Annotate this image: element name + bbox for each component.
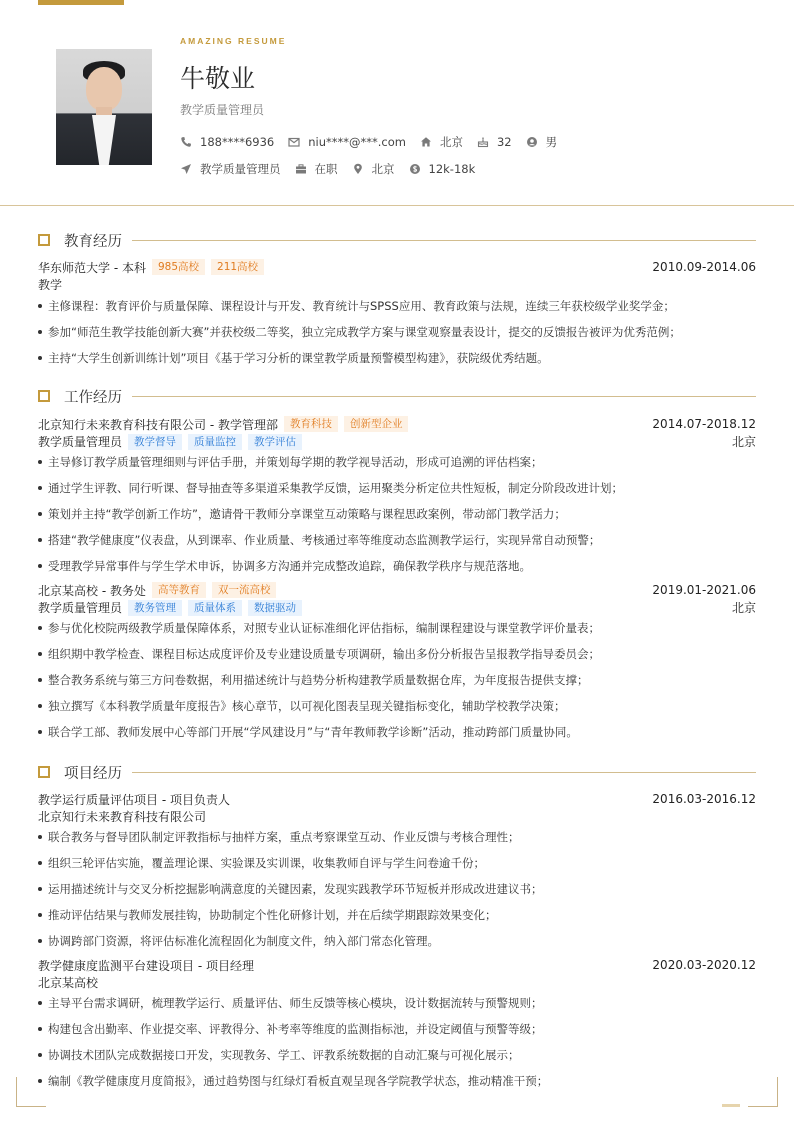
target-city-text: 北京 bbox=[371, 162, 395, 176]
list-item: 构建包含出勤率、作业提交率、评教得分、补考率等维度的监测指标池，并设定阈值与预警等级； bbox=[38, 1020, 756, 1046]
role-tag: 教学评估 bbox=[248, 434, 302, 450]
gender-icon bbox=[526, 136, 538, 148]
job-date: 2019.01-2021.06 bbox=[652, 583, 756, 597]
list-item: 通过学生评教、同行听课、督导抽查等多渠道采集教学反馈，运用聚类分析定位共性短板，制定分阶段改进计划； bbox=[38, 479, 756, 505]
page-corner-mark bbox=[722, 1104, 740, 1107]
gender-text: 男 bbox=[545, 135, 558, 149]
role-tag: 教务管理 bbox=[128, 600, 182, 616]
resume-tagline: AMAZING RESUME bbox=[180, 36, 287, 46]
list-item: 参与优化校院两级教学质量保障体系，对照专业认证标准细化评估指标，编制课程建设与课堂教学评价量表； bbox=[38, 619, 756, 645]
section-divider bbox=[132, 240, 756, 241]
job-role-row bbox=[38, 433, 756, 450]
target-position-text: 教学质量管理员 bbox=[200, 162, 281, 176]
list-item: 联合学工部、教师发展中心等部门开展“学风建设月”与“青年教师教学诊断”活动，推动跨部门质量协同。 bbox=[38, 723, 756, 749]
phone-info bbox=[180, 135, 274, 149]
section-marker-icon bbox=[38, 766, 50, 778]
target-city-info bbox=[352, 161, 395, 177]
school-tag: 211高校 bbox=[211, 259, 264, 275]
resume-header bbox=[0, 0, 794, 206]
phone-number: 188****6936 bbox=[200, 135, 275, 149]
section-divider bbox=[132, 772, 756, 773]
project-date: 2016.03-2016.12 bbox=[652, 792, 756, 806]
school-tag: 985高校 bbox=[152, 259, 205, 275]
project-name: 教学运行质量评估项目 - 项目负责人 bbox=[38, 792, 230, 807]
salary-text: 12k-18k bbox=[428, 162, 476, 176]
briefcase-icon bbox=[295, 163, 307, 175]
job-bullets bbox=[38, 619, 756, 749]
list-item: 编制《教学健康度月度简报》，通过趋势图与红绿灯看板直观呈现各学院教学状态，推动精准干预； bbox=[38, 1072, 756, 1098]
email-info bbox=[288, 135, 406, 149]
project-org-row bbox=[38, 808, 756, 825]
residence-info bbox=[420, 134, 463, 150]
cake-icon bbox=[477, 136, 489, 148]
project-bullets bbox=[38, 828, 756, 958]
section-marker-icon bbox=[38, 234, 50, 246]
list-item: 协调跨部门资源，将评估标准化流程固化为制度文件，纳入部门常态化管理。 bbox=[38, 932, 756, 958]
mail-icon bbox=[288, 136, 300, 148]
list-item: 运用描述统计与交叉分析挖掘影响满意度的关键因素，发现实践教学环节短板并形成改进建议书； bbox=[38, 880, 756, 906]
home-icon bbox=[420, 136, 432, 148]
education-entry-header bbox=[38, 258, 756, 276]
role-tag: 质量监控 bbox=[188, 434, 242, 450]
job-entry-header bbox=[38, 415, 756, 433]
section-label: 教育经历 bbox=[64, 233, 122, 250]
education-section-title bbox=[38, 230, 756, 250]
list-item: 组织三轮评估实施，覆盖理论课、实验课及实训课，收集教师自评与学生问卷逾千份； bbox=[38, 854, 756, 880]
job-status-text: 在职 bbox=[314, 162, 338, 176]
location-pin-icon bbox=[352, 163, 364, 175]
email-address: niu****@***.com bbox=[308, 135, 406, 149]
education-date: 2010.09-2014.06 bbox=[652, 260, 756, 274]
list-item: 整合教务系统与第三方问卷数据，利用描述统计与趋势分析构建教学质量数据仓库，为年度报告提供支撑； bbox=[38, 671, 756, 697]
list-item: 受理教学异常事件与学生学术申诉，协调多方沟通并完成整改追踪，确保教学秩序与规范落地。 bbox=[38, 557, 756, 583]
job-date: 2014.07-2018.12 bbox=[652, 417, 756, 431]
job-status-info bbox=[295, 161, 338, 177]
education-bullets bbox=[38, 297, 756, 375]
list-item: 主修课程：教育评价与质量保障、课程设计与开发、教育统计与SPSS应用、教育政策与法规，连续三年获校级学业奖学金； bbox=[38, 297, 756, 323]
avatar bbox=[56, 49, 152, 165]
project-bullets bbox=[38, 994, 756, 1098]
job-role: 教学质量管理员 bbox=[38, 435, 123, 449]
job-role: 教学质量管理员 bbox=[38, 601, 123, 615]
job-intent-row bbox=[180, 161, 489, 177]
project-org-row bbox=[38, 974, 756, 991]
company-tag: 教育科技 bbox=[284, 416, 338, 432]
list-item: 组织期中教学检查、课程目标达成度评价及专业建设质量专项调研，输出多份分析报告呈报教学指导委员会； bbox=[38, 645, 756, 671]
role-tag: 教学督导 bbox=[128, 434, 182, 450]
contact-row bbox=[180, 134, 571, 150]
section-label: 工作经历 bbox=[64, 389, 122, 406]
send-icon bbox=[180, 163, 192, 175]
education-major-row bbox=[38, 276, 756, 293]
salary-icon bbox=[409, 163, 421, 175]
school-name: 华东师范大学 - 本科 bbox=[38, 260, 146, 275]
candidate-name: 牛敬业 bbox=[180, 64, 256, 93]
section-divider bbox=[132, 396, 756, 397]
list-item: 协调技术团队完成数据接口开发，实现教务、学工、评教系统数据的自动汇聚与可视化展示； bbox=[38, 1046, 756, 1072]
list-item: 主持“大学生创新训练计划”项目《基于学习分析的课堂教学质量预警模型构建》，获院级优秀结题。 bbox=[38, 349, 756, 375]
role-tag: 质量体系 bbox=[188, 600, 242, 616]
list-item: 主导修订教学质量管理细则与评估手册，并策划每学期的教学视导活动，形成可追溯的评估档案； bbox=[38, 453, 756, 479]
age-info bbox=[477, 135, 512, 149]
list-item: 搭建“教学健康度”仪表盘，从到课率、作业质量、考核通过率等维度动态监测教学运行，实现异常自动预警； bbox=[38, 531, 756, 557]
list-item: 主导平台需求调研，梳理教学运行、质量评估、师生反馈等核心模块，设计数据流转与预警规则； bbox=[38, 994, 756, 1020]
company-tag: 双一流高校 bbox=[212, 582, 277, 598]
project-entry-header bbox=[38, 790, 756, 808]
residence-text: 北京 bbox=[439, 135, 463, 149]
page-corner-decoration bbox=[16, 1077, 46, 1107]
company-name: 北京知行未来教育科技有限公司 - 教学管理部 bbox=[38, 417, 278, 432]
salary-info bbox=[409, 162, 476, 176]
phone-icon bbox=[180, 136, 192, 148]
job-entry-header bbox=[38, 581, 756, 599]
project-section-title bbox=[38, 762, 756, 782]
page-corner-decoration bbox=[748, 1077, 778, 1107]
project-org: 北京某高校 bbox=[38, 976, 99, 990]
list-item: 联合教务与督导团队制定评教指标与抽样方案，重点考察课堂互动、作业反馈与考核合理性； bbox=[38, 828, 756, 854]
job-bullets bbox=[38, 453, 756, 583]
job-role-row bbox=[38, 599, 756, 616]
job-location: 北京 bbox=[731, 601, 756, 615]
list-item: 参加“师范生教学技能创新大赛”并获校级二等奖，独立完成教学方案与课堂观察量表设计，提交的反馈报告被评为优秀范例； bbox=[38, 323, 756, 349]
project-name: 教学健康度监测平台建设项目 - 项目经理 bbox=[38, 958, 254, 973]
age-text: 32 bbox=[496, 135, 512, 149]
section-label: 项目经历 bbox=[64, 765, 122, 782]
list-item: 策划并主持“教学创新工作坊”，邀请骨干教师分享课堂互动策略与课程思政案例，带动部门教学活力； bbox=[38, 505, 756, 531]
job-location: 北京 bbox=[731, 435, 756, 449]
company-name: 北京某高校 - 教务处 bbox=[38, 583, 146, 598]
project-org: 北京知行未来教育科技有限公司 bbox=[38, 810, 207, 824]
role-tag: 数据驱动 bbox=[248, 600, 302, 616]
gender-info bbox=[526, 134, 558, 150]
candidate-title: 教学质量管理员 bbox=[180, 103, 265, 117]
company-tag: 高等教育 bbox=[152, 582, 206, 598]
list-item: 推动评估结果与教师发展挂钩，协助制定个性化研修计划，并在后续学期跟踪效果变化； bbox=[38, 906, 756, 932]
company-tag: 创新型企业 bbox=[344, 416, 409, 432]
section-marker-icon bbox=[38, 390, 50, 402]
major-name: 教学 bbox=[38, 278, 63, 292]
work-section-title bbox=[38, 386, 756, 406]
project-date: 2020.03-2020.12 bbox=[652, 958, 756, 972]
target-position-info bbox=[180, 161, 281, 177]
list-item: 独立撰写《本科教学质量年度报告》核心章节，以可视化图表呈现关键指标变化，辅助学校教学决策； bbox=[38, 697, 756, 723]
project-entry-header bbox=[38, 956, 756, 974]
